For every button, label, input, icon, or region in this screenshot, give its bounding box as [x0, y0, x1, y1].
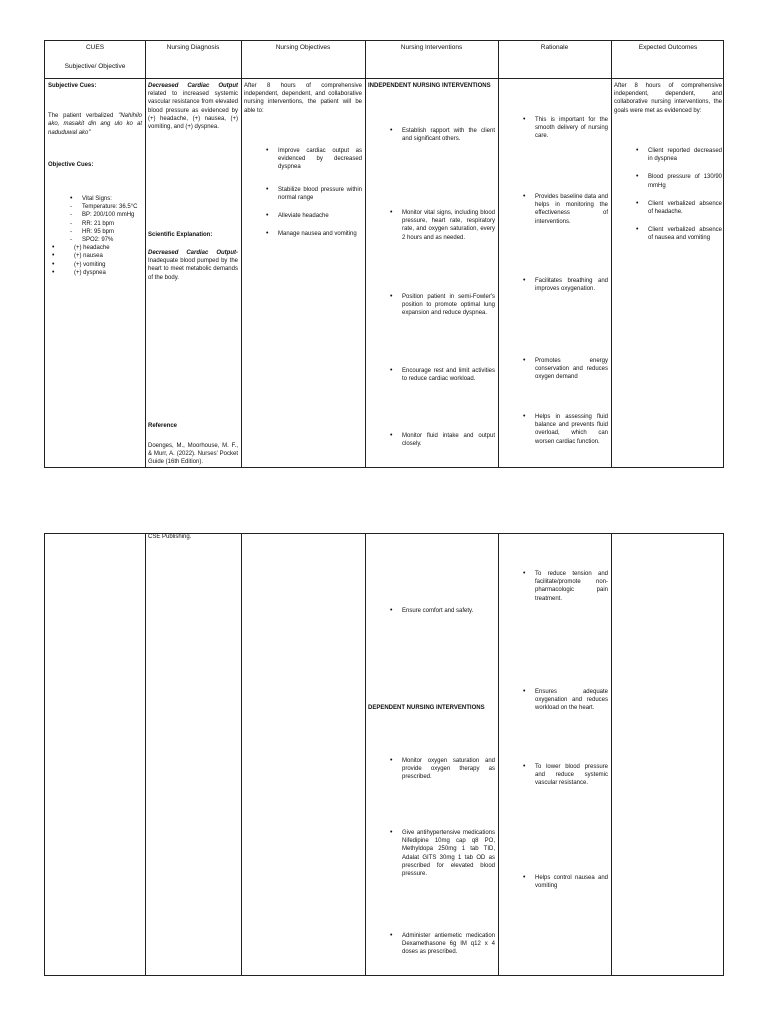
list-item: • Facilitates breathing and improves oxygenation. [501, 277, 608, 293]
column-divider [365, 534, 366, 975]
rationale-item-8 [501, 763, 608, 788]
reference-text: Doenges, M., Moorhouse, M. F., & Murr, A. (2022). Nurses' Pocket Guide (16th Edition). [148, 443, 238, 466]
list-item: • To lower blood pressure and reduce systemic vascular resistance. [501, 763, 608, 788]
header-cues-sub: Subjective/ Objective [64, 63, 126, 70]
header-cues [45, 44, 145, 70]
list-item: • Administer antiemetic medication Dexamethasone 6g IM q12 x 4 doses as prescribed. [368, 932, 495, 957]
column-divider [241, 534, 242, 975]
objectives-intro: After 8 hours of comprehensive independent, dependent, and collaborative nursing interventions, the patient will be able to: [244, 83, 362, 114]
list-item: • Position patient in semi-Fowler's position to promote optimal lung expansion and reduce dyspnea. [368, 293, 495, 318]
list-item: - SPO2: 97% [48, 236, 142, 244]
outcomes-intro: After 8 hours of comprehensive independent, dependent, and collaborative nursing interventions, the goals were met as evidenced by: [614, 83, 722, 114]
header-cues-label: CUES [85, 44, 105, 51]
subjective-cues-text: The patient verbalized "Nahihilo ako, masakit din ang ulo ko at naduduwal ako" [48, 113, 142, 136]
list-item: - BP: 200/100 mmHg [48, 211, 142, 219]
header-rationale: Rationale [540, 44, 569, 51]
list-item: • Manage nausea and vomiting [244, 230, 362, 238]
header-divider [45, 78, 723, 79]
header-diagnosis: Nursing Diagnosis [166, 44, 220, 51]
symptoms-list [48, 244, 142, 277]
column-divider [145, 534, 146, 975]
care-plan-table-page-1 [44, 40, 724, 468]
list-item: • Stabilize blood pressure within normal range [244, 186, 362, 202]
cues-cell [48, 82, 142, 277]
list-item: - Temperature: 36.5°C [48, 203, 142, 211]
list-item: • (+) dyspnea [48, 269, 142, 277]
objective-cues-title: Objective Cues: [48, 161, 94, 168]
list-item: • Client reported decreased in dyspnea [614, 147, 722, 163]
scientific-explanation-text: Decreased Cardiac Output- Inadequate blood pumped by the heart to meet metabolic demands of the body. [148, 250, 238, 281]
list-item: - HR: 95 bpm [48, 228, 142, 236]
rationale-item-5 [501, 413, 608, 446]
intervention-item-2 [368, 209, 495, 242]
rationale-item-7 [501, 688, 608, 713]
list-item: • Establish rapport with the client and significant others. [368, 127, 495, 143]
list-item: • Helps control nausea and vomiting [501, 874, 608, 890]
list-item: • Provides baseline data and helps in monitoring the effectiveness of interventions. [501, 193, 608, 226]
list-item: • (+) vomiting [48, 261, 142, 269]
list-item: • This is important for the smooth delivery of nursing care. [501, 116, 608, 141]
rationale-item-9 [501, 874, 608, 890]
list-item: • Ensures adequate oxygenation and reduces workload on the heart. [501, 688, 608, 713]
column-divider [611, 41, 612, 467]
independent-interventions-title: INDEPENDENT NURSING INTERVENTIONS [368, 83, 491, 89]
reference-title: Reference [148, 423, 178, 429]
list-item: • Ensure comfort and safety. [368, 607, 495, 615]
rationale-item-4 [501, 357, 608, 382]
list-item: • (+) nausea [48, 252, 142, 260]
rationale-item-2 [501, 193, 608, 226]
list-item: • Monitor oxygen saturation and provide oxygen therapy as prescribed. [368, 757, 495, 782]
header-outcomes: Expected Outcomes [638, 44, 698, 51]
diagnosis-text: Decreased Cardiac Output related to increased systemic vascular resistance from elevated blood pressure as evidenced by (+) headache, (+) nausea, (+) vomiting, and (+) dyspnea. [148, 83, 238, 131]
column-divider [241, 41, 242, 467]
list-item: • Alleviate headache [244, 212, 362, 220]
rationale-item-3 [501, 277, 608, 293]
list-item: • Blood pressure of 130/90 mmHg [614, 173, 722, 189]
intervention-item-5 [368, 432, 495, 448]
rationale-item-6 [501, 570, 608, 603]
list-item: • Monitor fluid intake and output closely. [368, 432, 495, 448]
dependent-interventions-title: DEPENDENT NURSING INTERVENTIONS [368, 705, 485, 711]
list-item: • Client verbalized absence of nausea and vomiting [614, 226, 722, 242]
intervention-item-8 [368, 829, 495, 878]
vital-signs-list [48, 195, 142, 244]
intervention-item-9 [368, 932, 495, 957]
rationale-item-1 [501, 116, 608, 141]
list-item: - RR: 21 bpm [48, 220, 142, 228]
column-divider [611, 534, 612, 975]
header-interventions: Nursing Interventions [400, 44, 463, 51]
column-divider [145, 41, 146, 467]
intervention-item-1 [368, 127, 495, 143]
intervention-item-6 [368, 607, 495, 615]
care-plan-table-page-2 [44, 533, 724, 976]
list-item: • (+) headache [48, 244, 142, 252]
list-item: • To reduce tension and facilitate/promote non-pharmacologic pain treatment. [501, 570, 608, 603]
list-item: • Promotes energy conservation and reduces oxygen demand [501, 357, 608, 382]
column-divider [498, 41, 499, 467]
intervention-item-4 [368, 367, 495, 383]
subjective-cues-title: Subjective Cues: [48, 83, 97, 89]
column-divider [498, 534, 499, 975]
scientific-explanation-title: Scientific Explanation: [148, 232, 213, 238]
objectives-list [244, 147, 362, 238]
list-item: • Encourage rest and limit activities to reduce cardiac workload. [368, 367, 495, 383]
reference-continued: CSE Publishing. [148, 534, 192, 540]
list-item: • Vital Signs: [48, 195, 142, 203]
header-objectives: Nursing Objectives [275, 44, 331, 51]
outcomes-list [614, 147, 722, 243]
column-divider [365, 41, 366, 467]
list-item: • Helps in assessing fluid balance and prevents fluid overload, which can worsen cardiac function. [501, 413, 608, 446]
list-item: • Improve cardiac output as evidenced by decreased dyspnea [244, 147, 362, 172]
intervention-item-3 [368, 293, 495, 318]
list-item: • Give antihypertensive medications Nifedipine 10mg cap q8 PO, Methyldopa 250mg 1 tab TID, Adalat GITS 30mg 1 tab OD as prescribed for elevated blood pressure. [368, 829, 495, 878]
intervention-item-7 [368, 757, 495, 782]
list-item: • Client verbalized absence of headache. [614, 200, 722, 216]
list-item: • Monitor vital signs, including blood pressure, heart rate, respiratory rate, and oxygen saturation, every 2 hours and as needed. [368, 209, 495, 242]
